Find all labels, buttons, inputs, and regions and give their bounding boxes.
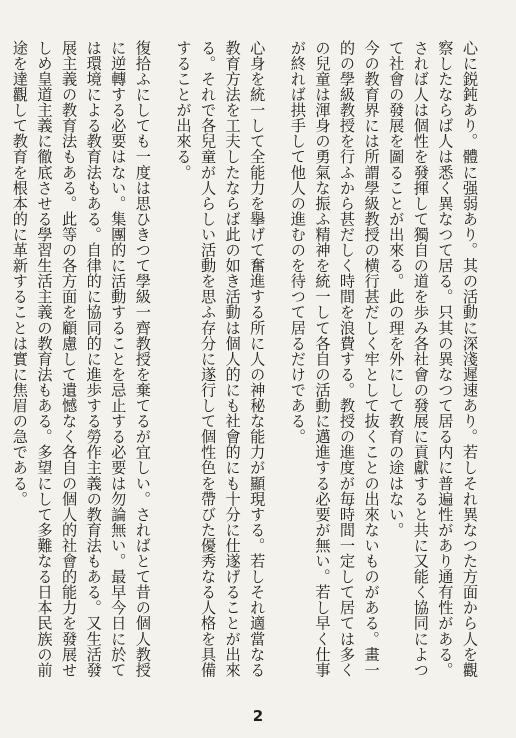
page-number: 2 xyxy=(252,707,264,725)
paragraph-4: 復拾ふにしても一度は思ひきつて學級一齊教授を棄てるが宜しい。さればとて昔の個人教授に逆轉する必要はない。集團的に活動することを忌止する必要は勿論無い。最早今日に於ては環境による教育法もある。自律的に協同的に進歩する勞作主義の教育法もある。又生活發展主義の教育法もある。此等の各方面を顧慮して遺憾なく各自の個人的社會的能力を發展せしめ皇道主義に徹底させる學習生活主義の教育法もある。多望にして多難なる日本民族の前途を達觀して教育を根本的に革新することは實に焦眉の急である。 xyxy=(10,40,152,678)
paragraph-1: 心に鋭鈍あり。體に强弱あり。其の活動に深淺遲速あり。若しそれ異なつた方面から人を觀察したならば人は悉く異なつて居る。只其の異なつて居る内に普遍性があり通有性がある。されば人は個性を發揮して獨自の道を歩み各社會の發展に貢獻すると共に又能く協同によつて社會の發展を圖ることが出來る。此の理を外にして教育の途はない。 xyxy=(387,40,479,678)
paragraph-3: 心身を統一して全能力を擧げて奮進する所に人の神秘な能力が顯現する。若しそれ適當なる教育方法を工夫したならば此の如き活動は個人的にも社會的にも十分に仕遂げることが出來る。それで各兒童が人らしい活動を思ふ存分に遂行して個性色を帶びた優秀なる人格を具備することが出來る。 xyxy=(174,40,267,678)
vertical-text-body xyxy=(10,40,482,690)
paragraph-2: 今の教育界には所謂學級教授の横行甚だしく牢として抜くことの出來ないものがある。畫一的の學級教授を行ふから甚だしく時間を浪費する。教授の進度が毎時間一定して居ては多くの兒童は渾身の勇氣な振ふ精神を統一して各自の活動に邁進する必要が無い。若し早く仕事が終れば拱手して他人の進むのを待つて居るだけである。 xyxy=(288,40,381,678)
